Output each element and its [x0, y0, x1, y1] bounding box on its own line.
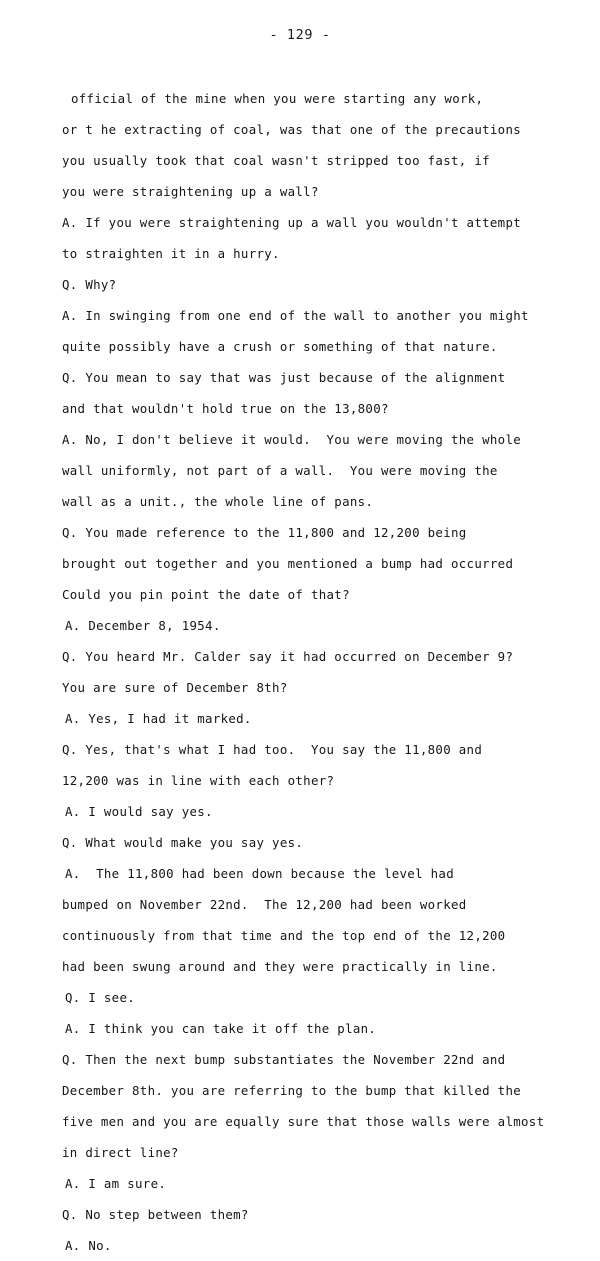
page-number: - 129 - — [269, 27, 331, 43]
transcript-line: A. No, I don't believe it would. You were moving the whole — [62, 432, 522, 447]
transcript-line: you were straightening up a wall? — [62, 184, 319, 199]
transcript-line: A. If you were straightening up a wall you wouldn't attempt — [62, 215, 522, 230]
transcript-line: Q. You made reference to the 11,800 and 12,200 being — [62, 525, 467, 540]
transcript-line: A. In swinging from one end of the wall to another you might — [62, 308, 529, 323]
transcript-line: wall as a unit., the whole line of pans. — [62, 494, 374, 509]
transcript-line: had been swung around and they were practically in line. — [62, 959, 498, 974]
transcript-line: brought out together and you mentioned a bump had occurred — [62, 556, 514, 571]
transcript-line: or t he extracting of coal, was that one of the precautions — [62, 122, 522, 137]
transcript-line: continuously from that time and the top end of the 12,200 — [62, 928, 506, 943]
transcript-line: A. No. — [65, 1238, 112, 1253]
transcript-line: A. The 11,800 had been down because the level had — [65, 866, 454, 881]
transcript-line: quite possibly have a crush or something of that nature. — [62, 339, 498, 354]
transcript-line: Could you pin point the date of that? — [62, 587, 350, 602]
transcript-line: 12,200 was in line with each other? — [62, 773, 335, 788]
transcript-line: and that wouldn't hold true on the 13,800? — [62, 401, 389, 416]
transcript-line: A. Yes, I had it marked. — [65, 711, 252, 726]
transcript-line: bumped on November 22nd. The 12,200 had been worked — [62, 897, 467, 912]
transcript-line: five men and you are equally sure that those walls were almost — [62, 1114, 545, 1129]
transcript-line: Q. You mean to say that was just because of the alignment — [62, 370, 506, 385]
transcript-line: A. I think you can take it off the plan. — [65, 1021, 377, 1036]
transcript-line: A. I would say yes. — [65, 804, 213, 819]
transcript-line: You are sure of December 8th? — [62, 680, 288, 695]
transcript-line: Q. I see. — [65, 990, 136, 1005]
transcript-line: December 8th. you are referring to the bump that killed the — [62, 1083, 522, 1098]
transcript-line: official of the mine when you were starting any work, — [71, 91, 484, 106]
transcript-line: to straighten it in a hurry. — [62, 246, 280, 261]
transcript-body — [62, 83, 567, 1261]
transcript-line: Q. Yes, that's what I had too. You say the 11,800 and — [62, 742, 483, 757]
transcript-line: Q. You heard Mr. Calder say it had occurred on December 9? — [62, 649, 514, 664]
transcript-line: you usually took that coal wasn't stripped too fast, if — [62, 153, 490, 168]
transcript-line: Q. Why? — [62, 277, 117, 292]
transcript-line: in direct line? — [62, 1145, 179, 1160]
transcript-line: A. December 8, 1954. — [65, 618, 221, 633]
transcript-line: Q. No step between them? — [62, 1207, 249, 1222]
transcript-line: Q. What would make you say yes. — [62, 835, 304, 850]
transcript-line: wall uniformly, not part of a wall. You were moving the — [62, 463, 498, 478]
transcript-line: Q. Then the next bump substantiates the November 22nd and — [62, 1052, 506, 1067]
transcript-line: A. I am sure. — [65, 1176, 167, 1191]
